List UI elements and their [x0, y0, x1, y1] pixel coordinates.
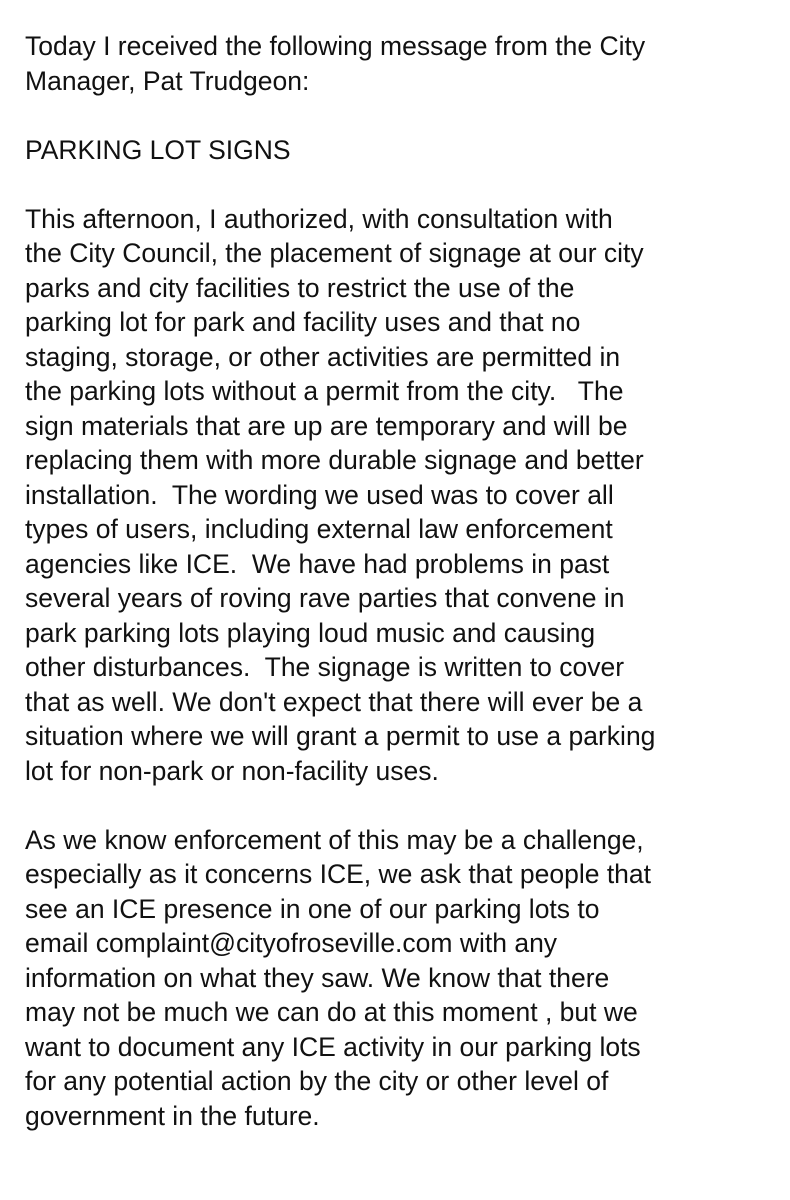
text-line: types of users, including external law enforcement [25, 514, 613, 544]
text-line: government in the future. [25, 1100, 320, 1131]
text-line: As we know enforcement of this may be a challenge, [25, 824, 644, 855]
text-line: Manager, Pat Trudgeon: [25, 65, 310, 96]
text-line: agencies like ICE. We have had problems in past [25, 548, 610, 579]
text-line: parks and city facilities to restrict the use of the [25, 272, 575, 303]
text-line: the City Council, the placement of signage at our city [25, 238, 644, 268]
text-line: email complaint@cityofroseville.com with any [25, 928, 558, 958]
intro-paragraph [25, 29, 790, 98]
text-line: other disturbances. The signage is written to cover [25, 652, 625, 682]
text-line: for any potential action by the city or other level of [25, 1066, 609, 1096]
paragraph-gap [25, 788, 790, 823]
text-line: several years of roving rave parties that convene in [25, 583, 625, 613]
body-paragraph-2 [25, 823, 790, 1134]
text-line: may not be much we can do at this moment , but we [25, 997, 638, 1027]
section-heading: PARKING LOT SIGNS [25, 134, 291, 165]
paragraph-gap [25, 98, 790, 133]
paragraph-gap [25, 167, 790, 202]
text-line: that as well. We don't expect that there will ever be a [25, 686, 643, 717]
text-line: Today I received the following message from the City [25, 31, 646, 61]
text-line: see an ICE presence in one of our parking lots to [25, 893, 600, 924]
text-line: parking lot for park and facility uses and that no [25, 307, 581, 337]
text-line: lot for non-park or non-facility uses. [25, 755, 439, 786]
body-paragraph-1 [25, 202, 790, 789]
text-line: sign materials that are up are temporary and will be [25, 410, 628, 441]
text-line: replacing them with more durable signage and better [25, 445, 644, 475]
text-line: the parking lots without a permit from the city. The [25, 376, 624, 406]
text-line: want to document any ICE activity in our parking lots [25, 1031, 641, 1062]
text-line: This afternoon, I authorized, with consultation with [25, 203, 613, 234]
message-document [25, 0, 790, 1133]
text-line: especially as it concerns ICE, we ask that people that [25, 859, 652, 889]
text-line: staging, storage, or other activities are permitted in [25, 341, 621, 372]
text-line: situation where we will grant a permit to use a parking [25, 721, 656, 751]
text-line: information on what they saw. We know that there [25, 962, 610, 993]
text-line: park parking lots playing loud music and causing [25, 617, 596, 648]
text-line: installation. The wording we used was to cover all [25, 479, 614, 510]
